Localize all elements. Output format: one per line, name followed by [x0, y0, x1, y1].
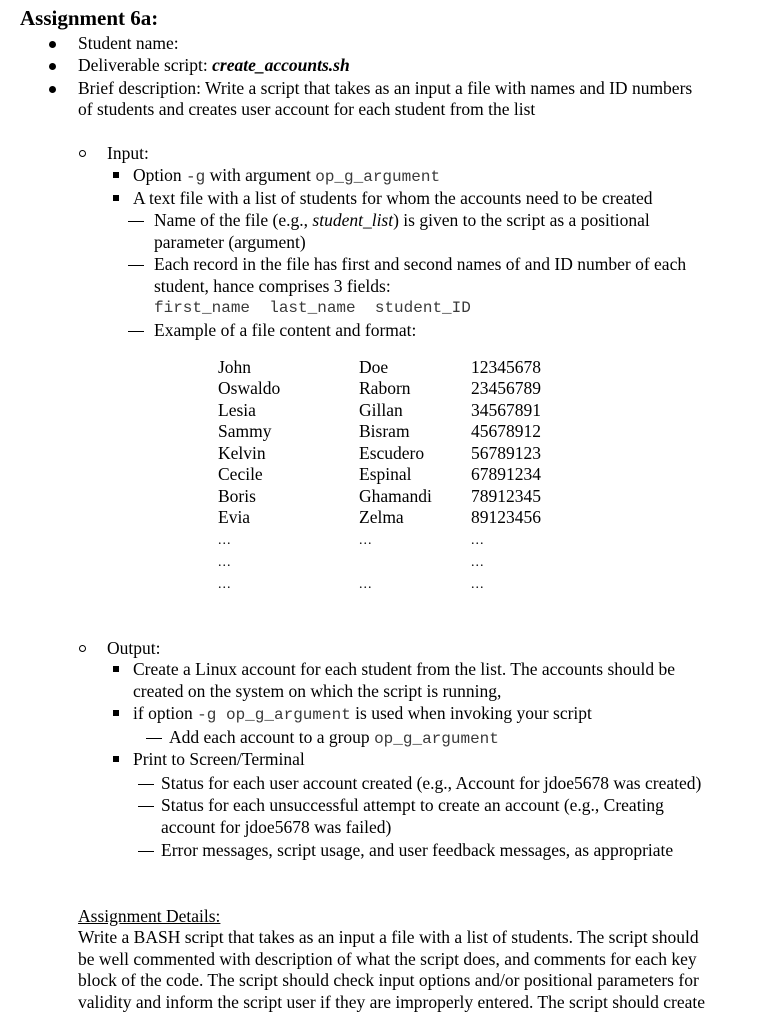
ellipsis: ... — [359, 577, 373, 592]
details-line1: Write a BASH script that takes as an input a file with a list of students. The script should — [78, 927, 699, 947]
table-cell-id: 89123456 — [471, 507, 541, 527]
dash-bullet-icon — [128, 221, 144, 222]
table-cell-first: Sammy — [218, 421, 272, 441]
ellipsis: ... — [471, 555, 485, 570]
table-cell-id: 34567891 — [471, 400, 541, 420]
table-cell-first: Oswaldo — [218, 378, 281, 398]
unsuccessful-line1: Status for each unsuccessful attempt to create an account (e.g., Creating — [161, 795, 664, 815]
create-line2: created on the system on which the script is running, — [133, 681, 502, 701]
unsuccessful-line2: account for jdoe5678 was failed) — [161, 817, 392, 837]
square-bullet-icon — [113, 195, 119, 201]
create-line1: Create a Linux account for each student from the list. The accounts should be — [133, 659, 676, 679]
table-cell-first: John — [218, 357, 252, 377]
details-line4: validity and inform the script user if they are improperly entered. The script should create — [78, 992, 706, 1012]
table-cell-last: Raborn — [359, 378, 411, 398]
deliverable-filename: create_accounts.sh — [212, 55, 350, 75]
output-heading: Output: — [107, 638, 161, 658]
square-bullet-icon — [113, 710, 119, 716]
error-line: Error messages, script usage, and user feedback messages, as appropriate — [161, 840, 674, 860]
if-option-line: if option -g op_g_argument is used when invoking your script — [133, 703, 592, 724]
option-argument: op_g_argument — [315, 168, 441, 186]
table-cell-last: Doe — [359, 357, 389, 377]
dash-bullet-icon — [128, 265, 144, 266]
table-cell-id: 56789123 — [471, 443, 541, 463]
print-line: Print to Screen/Terminal — [133, 749, 305, 769]
dash-bullet-icon — [138, 784, 154, 785]
circle-bullet-icon — [79, 150, 86, 157]
bullet-icon — [49, 86, 56, 93]
assignment-title: Assignment 6a: — [20, 6, 159, 30]
ellipsis: ... — [218, 577, 232, 592]
table-cell-last: Gillan — [359, 400, 403, 420]
fields-line: first_name last_name student_ID — [154, 299, 471, 317]
details-heading: Assignment Details: — [78, 906, 221, 926]
brief-description-line2: of students and creates user account for each student from the list — [78, 99, 536, 119]
details-line3: block of the code. The script should check input options and/or positional parameters for — [78, 970, 699, 990]
add-group-line: Add each account to a group op_g_argument — [169, 727, 499, 748]
table-cell-first: Evia — [218, 507, 251, 527]
table-cell-id: 78912345 — [471, 486, 541, 506]
status-line: Status for each user account created (e.g., Account for jdoe5678 was created) — [161, 773, 702, 793]
table-cell-id: 67891234 — [471, 464, 541, 484]
dash-bullet-icon — [146, 738, 162, 739]
deliverable-line: Deliverable script: create_accounts.sh — [78, 55, 350, 75]
bullet-icon — [49, 41, 56, 48]
square-bullet-icon — [113, 666, 119, 672]
square-bullet-icon — [113, 756, 119, 762]
brief-description-line1: Brief description: Write a script that takes as an input a file with names and ID numbers — [78, 78, 693, 98]
table-cell-last: Espinal — [359, 464, 412, 484]
dash-bullet-icon — [128, 331, 144, 332]
table-cell-id: 23456789 — [471, 378, 541, 398]
record-line1: Each record in the file has first and second names of and ID number of each — [154, 254, 687, 274]
table-cell-last: Bisram — [359, 421, 410, 441]
table-cell-id: 12345678 — [471, 357, 541, 377]
record-line2: student, hance comprises 3 fields: — [154, 276, 391, 296]
table-cell-first: Boris — [218, 486, 256, 506]
table-cell-last: Escudero — [359, 443, 425, 463]
table-cell-first: Kelvin — [218, 443, 266, 463]
details-line2: be well commented with description of what the script does, and comments for each key — [78, 949, 697, 969]
textfile-line: A text file with a list of students for whom the accounts need to be created — [133, 188, 653, 208]
ellipsis: ... — [218, 555, 232, 570]
ellipsis: ... — [471, 533, 485, 548]
dash-bullet-icon — [138, 806, 154, 807]
table-cell-first: Lesia — [218, 400, 256, 420]
table-cell-id: 45678912 — [471, 421, 541, 441]
square-bullet-icon — [113, 172, 119, 178]
ellipsis: ... — [218, 533, 232, 548]
dash-bullet-icon — [138, 851, 154, 852]
example-line: Example of a file content and format: — [154, 320, 417, 340]
table-cell-last: Zelma — [359, 507, 404, 527]
circle-bullet-icon — [79, 645, 86, 652]
ellipsis: ... — [471, 577, 485, 592]
table-cell-last: Ghamandi — [359, 486, 432, 506]
option-line: Option -g with argument op_g_argument — [133, 165, 441, 186]
student-name-label: Student name: — [78, 33, 179, 53]
filename-line1: Name of the file (e.g., student_list) is given to the script as a positional — [154, 210, 650, 230]
input-heading: Input: — [107, 143, 149, 163]
filename-line2: parameter (argument) — [154, 232, 306, 252]
ellipsis: ... — [359, 533, 373, 548]
bullet-icon — [49, 63, 56, 70]
table-cell-first: Cecile — [218, 464, 263, 484]
